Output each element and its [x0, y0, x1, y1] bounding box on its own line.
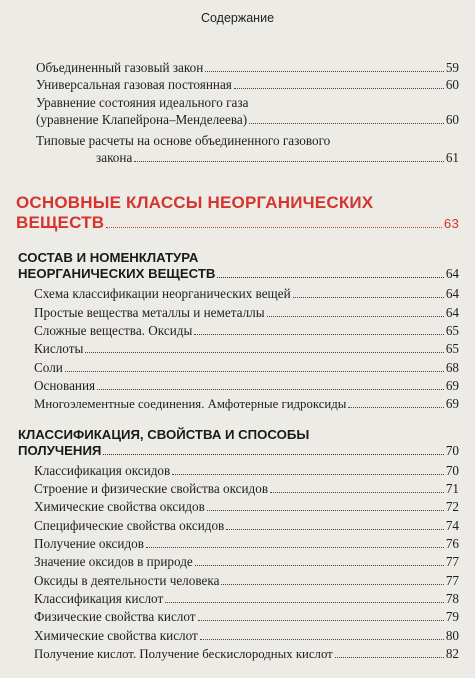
leader-dots: [207, 510, 444, 511]
toc-entry: Получение оксидов 76: [34, 536, 459, 551]
toc-entry: Многоэлементные соединения. Амфотерные гидроксиды 69: [34, 396, 459, 411]
section-heading: СОСТАВ И НОМЕНКЛАТУРА НЕОРГАНИЧЕСКИХ ВЕЩЕСТВ 64: [18, 250, 459, 281]
page-number: 59: [445, 60, 459, 75]
page-number: 71: [445, 481, 459, 496]
leader-dots: [200, 639, 444, 640]
leader-dots: [205, 71, 444, 72]
page-number: 69: [445, 396, 459, 411]
leader-dots: [97, 389, 444, 390]
toc-entry: Основания 69: [34, 378, 459, 393]
leader-dots: [106, 227, 442, 228]
leader-dots: [198, 620, 444, 621]
page-number: 60: [445, 77, 459, 92]
page-number: 60: [445, 112, 459, 127]
leader-dots: [165, 602, 444, 603]
leader-dots: [217, 277, 443, 278]
page-number: 68: [445, 360, 459, 375]
leader-dots: [134, 161, 444, 162]
toc-entry: Специфические свойства оксидов 74: [34, 518, 459, 533]
toc-entry: Соли 68: [34, 360, 459, 375]
leader-dots: [103, 454, 443, 455]
toc-entry: Оксиды в деятельности человека 77: [34, 573, 459, 588]
toc-entry: Химические свойства кислот 80: [34, 628, 459, 643]
leader-dots: [172, 474, 444, 475]
page-number: 65: [445, 323, 459, 338]
part-heading: ОСНОВНЫЕ КЛАССЫ НЕОРГАНИЧЕСКИХ ВЕЩЕСТВ 63: [16, 193, 459, 232]
page-number: 70: [445, 463, 459, 478]
leader-dots: [194, 334, 443, 335]
toc-entry: Уравнение состояния идеального газа (уравнение Клапейрона–Менделеева) 60: [36, 95, 459, 127]
toc-entry: Строение и физические свойства оксидов 71: [34, 481, 459, 496]
running-head: Содержание: [200, 11, 275, 25]
toc-entry: Значение оксидов в природе 77: [34, 554, 459, 569]
page-number: 80: [445, 628, 459, 643]
toc-entry: Химические свойства оксидов 72: [34, 499, 459, 514]
leader-dots: [226, 529, 444, 530]
toc-entry: Универсальная газовая постоянная 60: [36, 77, 459, 92]
leader-dots: [249, 123, 444, 124]
toc-entry: Объединенный газовый закон 59: [36, 60, 459, 75]
leader-dots: [85, 352, 443, 353]
toc-entry: Классификация оксидов 70: [34, 463, 459, 478]
leader-dots: [293, 297, 444, 298]
toc-entry: Кислоты 65: [34, 341, 459, 356]
page-number: 82: [445, 646, 459, 661]
page-number: 64: [445, 286, 459, 301]
page-number: 74: [445, 518, 459, 533]
leader-dots: [267, 316, 444, 317]
page-number: 72: [445, 499, 459, 514]
page-number: 64: [445, 305, 459, 320]
toc-entry: Физические свойства кислот 79: [34, 609, 459, 624]
toc-entry: Сложные вещества. Оксиды 65: [34, 323, 459, 338]
leader-dots: [65, 371, 444, 372]
page-number: 70: [445, 443, 459, 458]
section-heading: КЛАССИФИКАЦИЯ, СВОЙСТВА И СПОСОБЫ ПОЛУЧЕНИЯ 70: [18, 427, 459, 458]
toc-entry: Классификация кислот 78: [34, 591, 459, 606]
leader-dots: [221, 584, 443, 585]
toc-entry: Получение кислот. Получение бескислородных кислот 82: [34, 646, 459, 661]
leader-dots: [146, 547, 444, 548]
leader-dots: [348, 407, 443, 408]
toc-entry: Типовые расчеты на основе объединенного газового закона 61: [36, 133, 459, 165]
leader-dots: [270, 492, 444, 493]
page-number: 79: [445, 609, 459, 624]
page-number: 78: [445, 591, 459, 606]
page-number: 76: [445, 536, 459, 551]
leader-dots: [195, 565, 444, 566]
toc-entry: Схема классификации неорганических вещей 64: [34, 286, 459, 301]
leader-dots: [234, 88, 444, 89]
page-number: 61: [445, 150, 459, 165]
page-number: 64: [445, 266, 459, 281]
leader-dots: [335, 657, 444, 658]
toc-entry: Простые вещества металлы и неметаллы 64: [34, 305, 459, 320]
page-number: 69: [445, 378, 459, 393]
page-number: 77: [445, 554, 459, 569]
page-number: 65: [445, 341, 459, 356]
page-number: 77: [445, 573, 459, 588]
page-number: 63: [443, 216, 459, 231]
